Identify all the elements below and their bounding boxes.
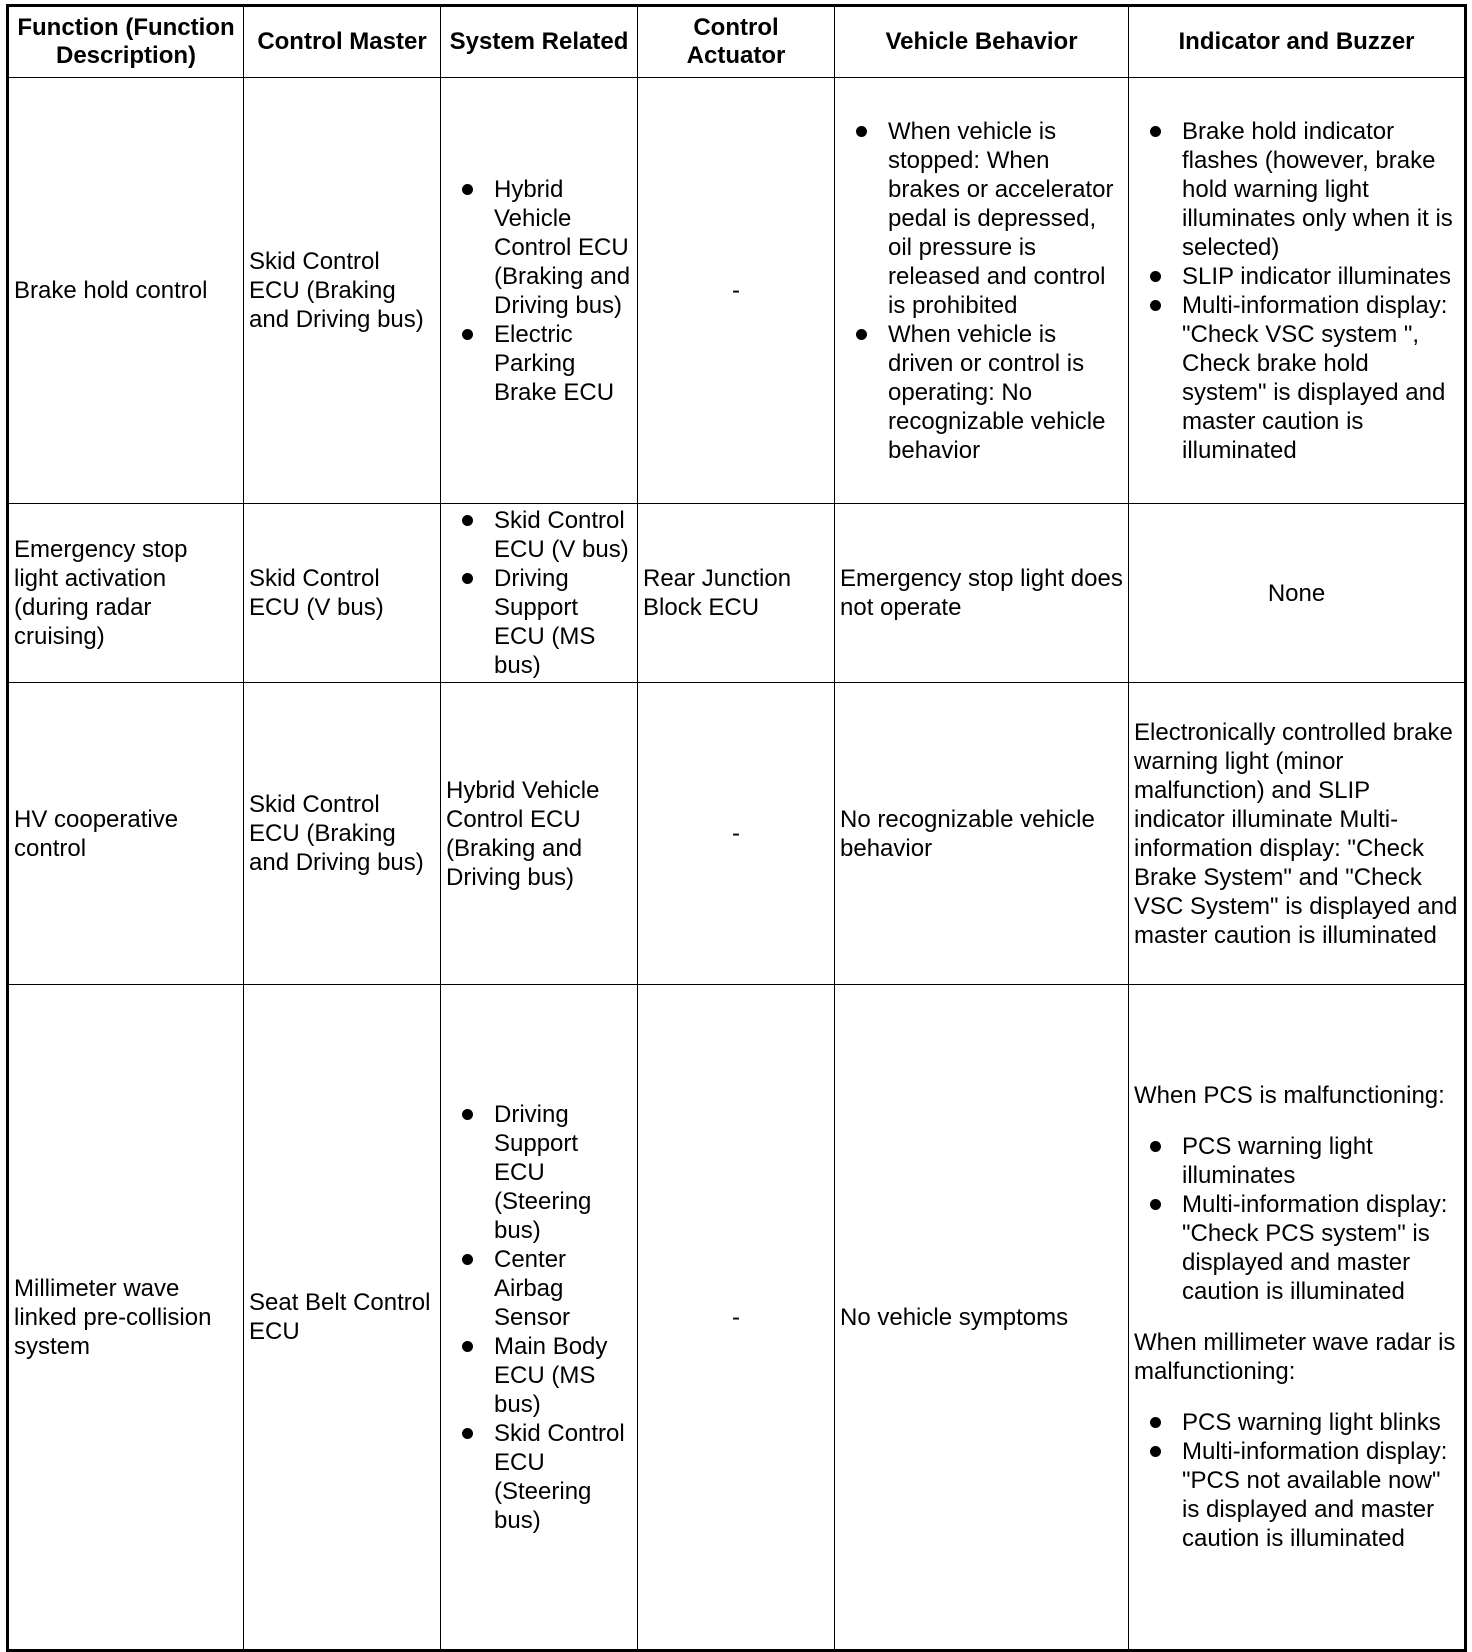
spacer bbox=[1134, 1306, 1459, 1328]
cell-function: HV cooperative control bbox=[8, 683, 244, 985]
function-table bbox=[6, 4, 1467, 1652]
list-item: When vehicle is stopped: When brakes or accelerator pedal is depressed, oil pressure is released and control is prohibited bbox=[840, 117, 1123, 320]
header-vehicle-behavior: Vehicle Behavior bbox=[835, 6, 1129, 78]
system-related-list bbox=[446, 175, 632, 407]
cell-control-master: Seat Belt Control ECU bbox=[244, 985, 441, 1651]
table-row bbox=[8, 78, 1466, 504]
cell-function: Millimeter wave linked pre-collision system bbox=[8, 985, 244, 1651]
indicator-intro: When millimeter wave radar is malfunctioning: bbox=[1134, 1329, 1456, 1385]
cell-vehicle-behavior: No vehicle symptoms bbox=[835, 985, 1129, 1651]
cell-vehicle-behavior bbox=[835, 78, 1129, 504]
spacer bbox=[1134, 1110, 1459, 1132]
list-item: When vehicle is driven or control is operating: No recognizable vehicle behavior bbox=[840, 320, 1123, 465]
cell-system-related bbox=[441, 504, 638, 683]
cell-indicator: Electronically controlled brake warning light (minor malfunction) and SLIP indicator illuminate Multi-information display: "Check Brake System" and "Check VSC System" is displayed and master caution is illuminated bbox=[1129, 683, 1466, 985]
bullet-icon bbox=[1150, 271, 1161, 282]
header-function: Function (Function Description) bbox=[8, 6, 244, 78]
list-item: Multi-information display: "PCS not available now" is displayed and master caution is illuminated bbox=[1134, 1437, 1459, 1553]
list-item: Brake hold indicator flashes (however, brake hold warning light illuminates only when it is selected) bbox=[1134, 117, 1459, 262]
cell-indicator: None bbox=[1129, 504, 1466, 683]
cell-control-actuator: - bbox=[638, 985, 835, 1651]
spacer bbox=[1134, 1386, 1459, 1408]
header-system-related: System Related bbox=[441, 6, 638, 78]
table-row bbox=[8, 985, 1466, 1651]
bullet-icon bbox=[462, 1341, 473, 1352]
bullet-icon bbox=[462, 1428, 473, 1439]
list-item: Skid Control ECU (V bus) bbox=[446, 506, 632, 564]
vehicle-behavior-list bbox=[840, 117, 1123, 465]
indicator-intro: When PCS is malfunctioning: bbox=[1134, 1082, 1445, 1109]
cell-function: Emergency stop light activation (during radar cruising) bbox=[8, 504, 244, 683]
bullet-icon bbox=[462, 1109, 473, 1120]
list-item: Driving Support ECU (Steering bus) bbox=[446, 1100, 632, 1245]
cell-control-master: Skid Control ECU (V bus) bbox=[244, 504, 441, 683]
cell-system-related: Hybrid Vehicle Control ECU (Braking and Driving bus) bbox=[441, 683, 638, 985]
cell-system-related bbox=[441, 985, 638, 1651]
list-item: Electric Parking Brake ECU bbox=[446, 320, 632, 407]
cell-control-actuator: - bbox=[638, 683, 835, 985]
function-table-container bbox=[6, 4, 1464, 1652]
cell-system-related bbox=[441, 78, 638, 504]
list-item: Multi-information display: "Check PCS system" is displayed and master caution is illuminated bbox=[1134, 1190, 1459, 1306]
bullet-icon bbox=[462, 573, 473, 584]
system-related-list bbox=[446, 506, 632, 680]
cell-indicator bbox=[1129, 985, 1466, 1651]
bullet-icon bbox=[856, 126, 867, 137]
list-item: Driving Support ECU (MS bus) bbox=[446, 564, 632, 680]
header-indicator-buzzer: Indicator and Buzzer bbox=[1129, 6, 1466, 78]
bullet-icon bbox=[1150, 1446, 1161, 1457]
bullet-icon bbox=[462, 1254, 473, 1265]
bullet-icon bbox=[1150, 1417, 1161, 1428]
list-item: Hybrid Vehicle Control ECU (Braking and Driving bus) bbox=[446, 175, 632, 320]
list-item: PCS warning light blinks bbox=[1134, 1408, 1459, 1437]
system-related-list bbox=[446, 1100, 632, 1535]
bullet-icon bbox=[1150, 126, 1161, 137]
list-item: Center Airbag Sensor bbox=[446, 1245, 632, 1332]
list-item: Main Body ECU (MS bus) bbox=[446, 1332, 632, 1419]
table-row bbox=[8, 683, 1466, 985]
cell-function: Brake hold control bbox=[8, 78, 244, 504]
list-item: PCS warning light illuminates bbox=[1134, 1132, 1459, 1190]
bullet-icon bbox=[1150, 1141, 1161, 1152]
indicator-list bbox=[1134, 117, 1459, 465]
bullet-icon bbox=[856, 329, 867, 340]
bullet-icon bbox=[1150, 300, 1161, 311]
cell-control-actuator: Rear Junction Block ECU bbox=[638, 504, 835, 683]
bullet-icon bbox=[462, 515, 473, 526]
list-item: SLIP indicator illuminates bbox=[1134, 262, 1459, 291]
bullet-icon bbox=[462, 329, 473, 340]
indicator-list bbox=[1134, 1408, 1459, 1553]
indicator-list bbox=[1134, 1132, 1459, 1306]
bullet-icon bbox=[1150, 1199, 1161, 1210]
cell-control-master: Skid Control ECU (Braking and Driving bus) bbox=[244, 683, 441, 985]
list-item: Multi-information display: "Check VSC system ", Check brake hold system" is displayed and master caution is illuminated bbox=[1134, 291, 1459, 465]
cell-indicator bbox=[1129, 78, 1466, 504]
cell-vehicle-behavior: Emergency stop light does not operate bbox=[835, 504, 1129, 683]
header-control-master: Control Master bbox=[244, 6, 441, 78]
cell-control-actuator: - bbox=[638, 78, 835, 504]
table-row bbox=[8, 504, 1466, 683]
bullet-icon bbox=[462, 184, 473, 195]
cell-control-master: Skid Control ECU (Braking and Driving bus) bbox=[244, 78, 441, 504]
header-row bbox=[8, 6, 1466, 78]
header-control-actuator: Control Actuator bbox=[638, 6, 835, 78]
cell-vehicle-behavior: No recognizable vehicle behavior bbox=[835, 683, 1129, 985]
list-item: Skid Control ECU (Steering bus) bbox=[446, 1419, 632, 1535]
